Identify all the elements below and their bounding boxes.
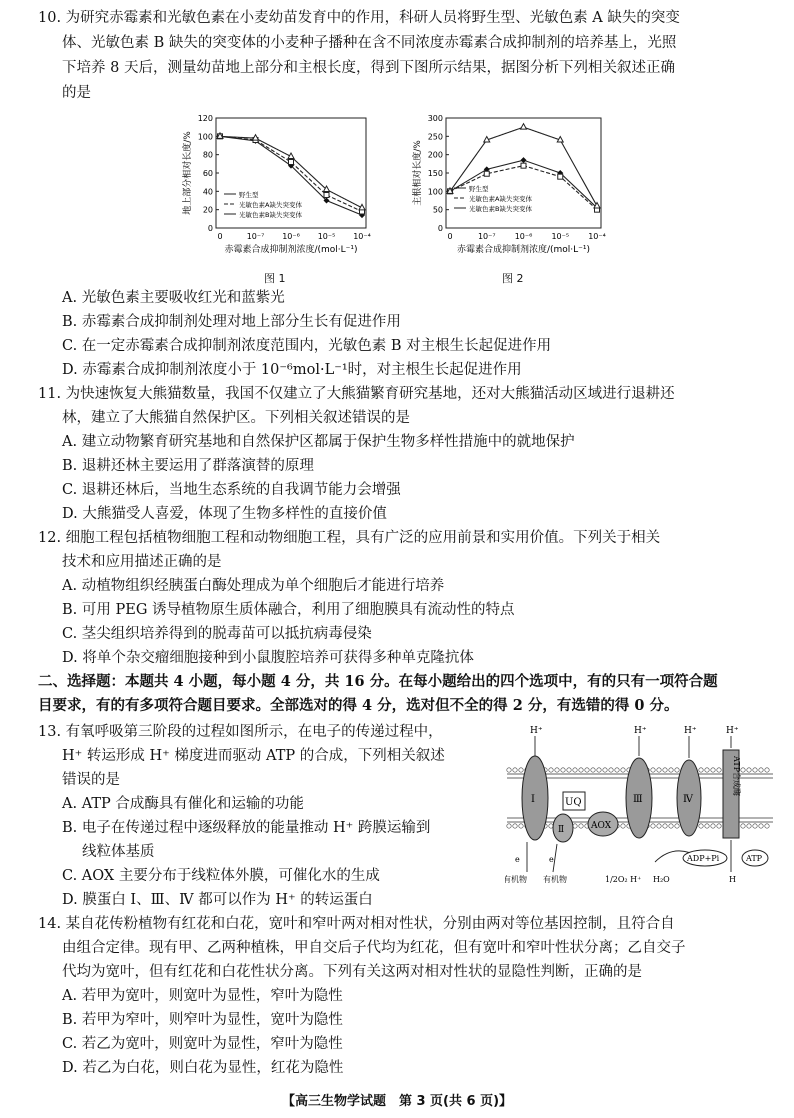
lipid-head	[561, 768, 565, 772]
q10-option-a: A. 光敏色素主要吸收红光和蓝紫光	[62, 290, 285, 306]
x-tick-label: 10⁻⁵	[317, 232, 336, 241]
y-tick-label: 50	[432, 205, 443, 215]
legend-label: 光敏色素A缺失突变体	[239, 201, 302, 209]
q12-stem-line: 技术和应用描述正确的是	[62, 554, 222, 570]
q11-option-d: D. 大熊猫受人喜爱，体现了生物多样性的直接价值	[62, 506, 387, 522]
lipid-head	[747, 768, 751, 772]
q13-stem-line: 13. 有氧呼吸第三阶段的过程如图所示，在电子的传递过程中，	[38, 724, 443, 740]
lipid-head	[651, 768, 655, 772]
x-tick-label: 0	[217, 232, 223, 241]
lipid-head	[657, 768, 661, 772]
q12-option-b: B. 可用 PEG 诱导植物原生质体融合，利用了细胞膜具有流动性的特点	[62, 602, 515, 618]
y-tick-label: 20	[202, 205, 213, 215]
lipid-head	[711, 768, 715, 772]
complex-iv-label: Ⅳ	[683, 794, 693, 805]
lipid-head	[591, 768, 595, 772]
lipid-head	[759, 824, 763, 828]
lipid-head	[609, 768, 613, 772]
q14-option-b: B. 若甲为窄叶，则窄叶为显性，宽叶为隐性	[62, 1012, 343, 1028]
q10-stem-line: 下培养 8 天后，测量幼苗地上部分和主根长度，得到下图所示结果，据图分析下列相关叙述正确	[62, 60, 675, 76]
lipid-head	[579, 824, 583, 828]
y-axis-label: 主根相对长度/%	[413, 140, 423, 206]
x-tick-label: 10⁻⁵	[551, 232, 570, 241]
lipid-head	[519, 768, 523, 772]
legend-label: 野生型	[469, 185, 489, 193]
lipid-head	[705, 768, 709, 772]
q10-stem-line: 10. 为研究赤霉素和光敏色素在小麦幼苗发育中的作用，科研人员将野生型、光敏色素 A 缺失的突变	[38, 10, 680, 26]
data-point	[289, 160, 294, 165]
q13-option-b: B. 电子在传递过程中逐级释放的能量推动 H⁺ 跨膜运输到	[62, 820, 431, 836]
q14-option-d: D. 若乙为白花，则白花为显性，红花为隐性	[62, 1060, 344, 1076]
y-tick-label: 100	[197, 132, 213, 142]
lipid-head	[585, 768, 589, 772]
y-tick-label: 300	[427, 114, 443, 123]
lipid-head	[663, 824, 667, 828]
q13-option-d: D. 膜蛋白 Ⅰ、Ⅲ、Ⅳ 都可以作为 H⁺ 的转运蛋白	[62, 892, 373, 908]
figure-1-chart	[180, 108, 380, 268]
respiration-diagram-svg	[505, 722, 775, 890]
y-tick-label: 100	[427, 187, 443, 197]
atp-synthase-label: ATP合成酶	[732, 756, 741, 797]
lipid-head	[747, 824, 751, 828]
complex-ii-label: Ⅱ	[558, 825, 565, 835]
lipid-head	[663, 768, 667, 772]
lipid-head	[717, 824, 721, 828]
q13-option-a: A. ATP 合成酶具有催化和运输的功能	[62, 796, 304, 812]
lipid-head	[759, 768, 763, 772]
lipid-head	[621, 768, 625, 772]
lipid-head	[615, 768, 619, 772]
lipid-head	[507, 768, 511, 772]
h-plus-label: H⁺	[530, 726, 543, 736]
lipid-head	[669, 824, 673, 828]
y-tick-label: 0	[437, 224, 443, 233]
q11-option-b: B. 退耕还林主要运用了群落演替的原理	[62, 458, 314, 474]
lipid-head	[753, 768, 757, 772]
lipid-head	[675, 824, 679, 828]
lipid-head	[705, 824, 709, 828]
complex-i	[522, 756, 548, 840]
q11-option-a: A. 建立动物繁育研究基地和自然保护区都属于保护生物多样性措施中的就地保护	[62, 434, 575, 450]
lipid-head	[741, 824, 745, 828]
lipid-head	[597, 768, 601, 772]
x-tick-label: 10⁻⁷	[246, 232, 265, 241]
legend-label: 光敏色素B缺失突变体	[239, 211, 302, 219]
data-point	[521, 157, 527, 163]
legend-label: 光敏色素B缺失突变体	[469, 205, 532, 213]
q10-option-c: C. 在一定赤霉素合成抑制剂浓度范围内，光敏色素 B 对主根生长起促进作用	[62, 338, 552, 354]
x-axis-label: 赤霉素合成抑制剂浓度/(mol·L⁻¹)	[224, 245, 358, 255]
y-tick-label: 0	[207, 224, 213, 233]
q10-stem-line: 体、光敏色素 B 缺失的突变体的小麦种子播种在含不同浓度赤霉素合成抑制剂的培养基上，光照	[62, 35, 677, 51]
complex-i-label: Ⅰ	[531, 794, 535, 805]
y-axis-label: 地上部分相对长度/%	[183, 131, 193, 215]
lipid-head	[555, 768, 559, 772]
figure-2-svg	[410, 108, 615, 268]
y-tick-label: 120	[197, 114, 213, 123]
figure-1-caption: 图 1	[264, 272, 286, 285]
q12-option-a: A. 动植物组织经胰蛋白酶处理成为单个细胞后才能进行培养	[62, 578, 445, 594]
q14-option-c: C. 若乙为宽叶，则宽叶为显性，窄叶为隐性	[62, 1036, 343, 1052]
q12-stem-line: 12. 细胞工程包括植物细胞工程和动物细胞工程，具有广泛的应用前景和实用价值。下列关于相关	[38, 530, 661, 546]
y-tick-label: 150	[427, 169, 443, 178]
q13-option-c: C. AOX 主要分布于线粒体外膜，可催化水的生成	[62, 868, 380, 884]
y-tick-label: 80	[202, 150, 213, 160]
y-tick-label: 40	[202, 187, 213, 197]
section-2-heading: 二、选择题：本题共 4 小题，每小题 4 分，共 16 分。在每小题给出的四个选项中，有的只有一项符合题	[38, 673, 718, 690]
q13-stem-line: H⁺ 转运形成 H⁺ 梯度进而驱动 ATP 的合成，下列相关叙述	[62, 748, 445, 764]
lipid-head	[513, 824, 517, 828]
y-tick-label: 200	[427, 150, 443, 160]
y-tick-label: 250	[427, 132, 443, 142]
x-tick-label: 10⁻⁴	[353, 232, 371, 241]
x-tick-label: 0	[447, 232, 453, 241]
uq-label: UQ	[565, 797, 582, 808]
legend-label: 光敏色素A缺失突变体	[469, 195, 532, 203]
section-2-heading: 目要求，有的有多项符合题目要求。全部选对的得 4 分，选对但不全的得 2 分，有选错的得 0 分。	[38, 697, 679, 714]
electron-label: e	[515, 855, 520, 864]
lipid-head	[765, 768, 769, 772]
figure-1-svg	[180, 108, 380, 268]
q11-stem-line: 林，建立了大熊猫自然保护区。下列相关叙述错误的是	[62, 410, 410, 426]
x-tick-label: 10⁻⁴	[588, 232, 606, 241]
lipid-head	[621, 824, 625, 828]
y-tick-label: 60	[202, 169, 213, 178]
figure-2-chart	[410, 108, 615, 268]
electron-label: e	[549, 855, 554, 864]
lipid-head	[753, 824, 757, 828]
respiration-diagram	[505, 722, 775, 890]
organic-matter-label: 有机物	[543, 875, 567, 884]
lipid-head	[513, 768, 517, 772]
lipid-head	[765, 824, 769, 828]
lipid-head	[675, 768, 679, 772]
atp-label: ATP	[746, 854, 763, 863]
lipid-head	[573, 768, 577, 772]
data-point	[521, 124, 527, 130]
q11-option-c: C. 退耕还林后，当地生态系统的自我调节能力会增强	[62, 482, 401, 498]
q12-option-d: D. 将单个杂交瘤细胞接种到小鼠腹腔培养可获得多种单克隆抗体	[62, 650, 474, 666]
data-point	[558, 174, 563, 179]
x-tick-label: 10⁻⁷	[477, 232, 496, 241]
h-plus-label: H⁺	[634, 726, 647, 736]
lipid-head	[699, 768, 703, 772]
water-label: H₂O	[653, 875, 670, 884]
oxygen-h-label: 1/2O₂ H⁺	[605, 875, 642, 884]
lipid-head	[657, 824, 661, 828]
data-point	[521, 163, 526, 168]
data-point	[324, 193, 329, 198]
x-tick-label: 10⁻⁶	[514, 232, 533, 241]
lipid-head	[711, 824, 715, 828]
organic-matter-label: 有机物	[505, 875, 527, 884]
q10-option-b: B. 赤霉素合成抑制剂处理对地上部分生长有促进作用	[62, 314, 401, 330]
lipid-head	[651, 824, 655, 828]
h-plus-label: H⁺	[726, 726, 739, 736]
figure-2-caption: 图 2	[502, 272, 524, 285]
h-plus-label: H⁺	[684, 726, 697, 736]
lipid-head	[669, 768, 673, 772]
data-point	[484, 171, 489, 176]
q14-stem-line: 14. 某自花传粉植物有红花和白花，宽叶和窄叶两对相对性状，分别由两对等位基因控制，且符合自	[38, 916, 675, 932]
lipid-head	[519, 824, 523, 828]
legend-label: 野生型	[239, 191, 259, 199]
q13-stem-line: 错误的是	[62, 772, 120, 788]
q14-stem-line: 代均为宽叶，但有红花和白花性状分离。下列有关这两对相对性状的显隐性判断，正确的是	[62, 964, 642, 980]
q14-option-a: A. 若甲为宽叶，则宽叶为显性，窄叶为隐性	[62, 988, 343, 1004]
lipid-head	[579, 768, 583, 772]
q13-option-b-cont: 线粒体基质	[82, 844, 155, 860]
q10-stem-line: 的是	[62, 85, 91, 101]
q12-option-c: C. 茎尖组织培养得到的脱毒苗可以抵抗病毒侵染	[62, 626, 372, 642]
h-label: H	[729, 875, 736, 884]
aox-label: AOX	[591, 821, 612, 831]
adp-pi-label: ADP+Pi	[687, 854, 720, 863]
lipid-head	[603, 768, 607, 772]
page-footer: 【高三生物学试题 第 3 页(共 6 页)】	[281, 1094, 513, 1109]
lipid-head	[717, 768, 721, 772]
q10-option-d: D. 赤霉素合成抑制剂浓度小于 10⁻⁶mol·L⁻¹时，对主根生长起促进作用	[62, 362, 522, 378]
lipid-head	[507, 824, 511, 828]
lipid-head	[699, 824, 703, 828]
q14-stem-line: 由组合定律。现有甲、乙两种植株，甲自交后子代均为红花，但有宽叶和窄叶性状分离；乙自交子	[62, 940, 686, 956]
q11-stem-line: 11. 为快速恢复大熊猫数量，我国不仅建立了大熊猫繁育研究基地，还对大熊猫活动区域进行退耕还	[38, 386, 675, 402]
lipid-head	[549, 768, 553, 772]
x-axis-label: 赤霉素合成抑制剂浓度/(mol·L⁻¹)	[456, 245, 591, 255]
x-tick-label: 10⁻⁶	[282, 232, 300, 241]
complex-iii-label: Ⅲ	[633, 794, 643, 805]
lipid-head	[567, 768, 571, 772]
